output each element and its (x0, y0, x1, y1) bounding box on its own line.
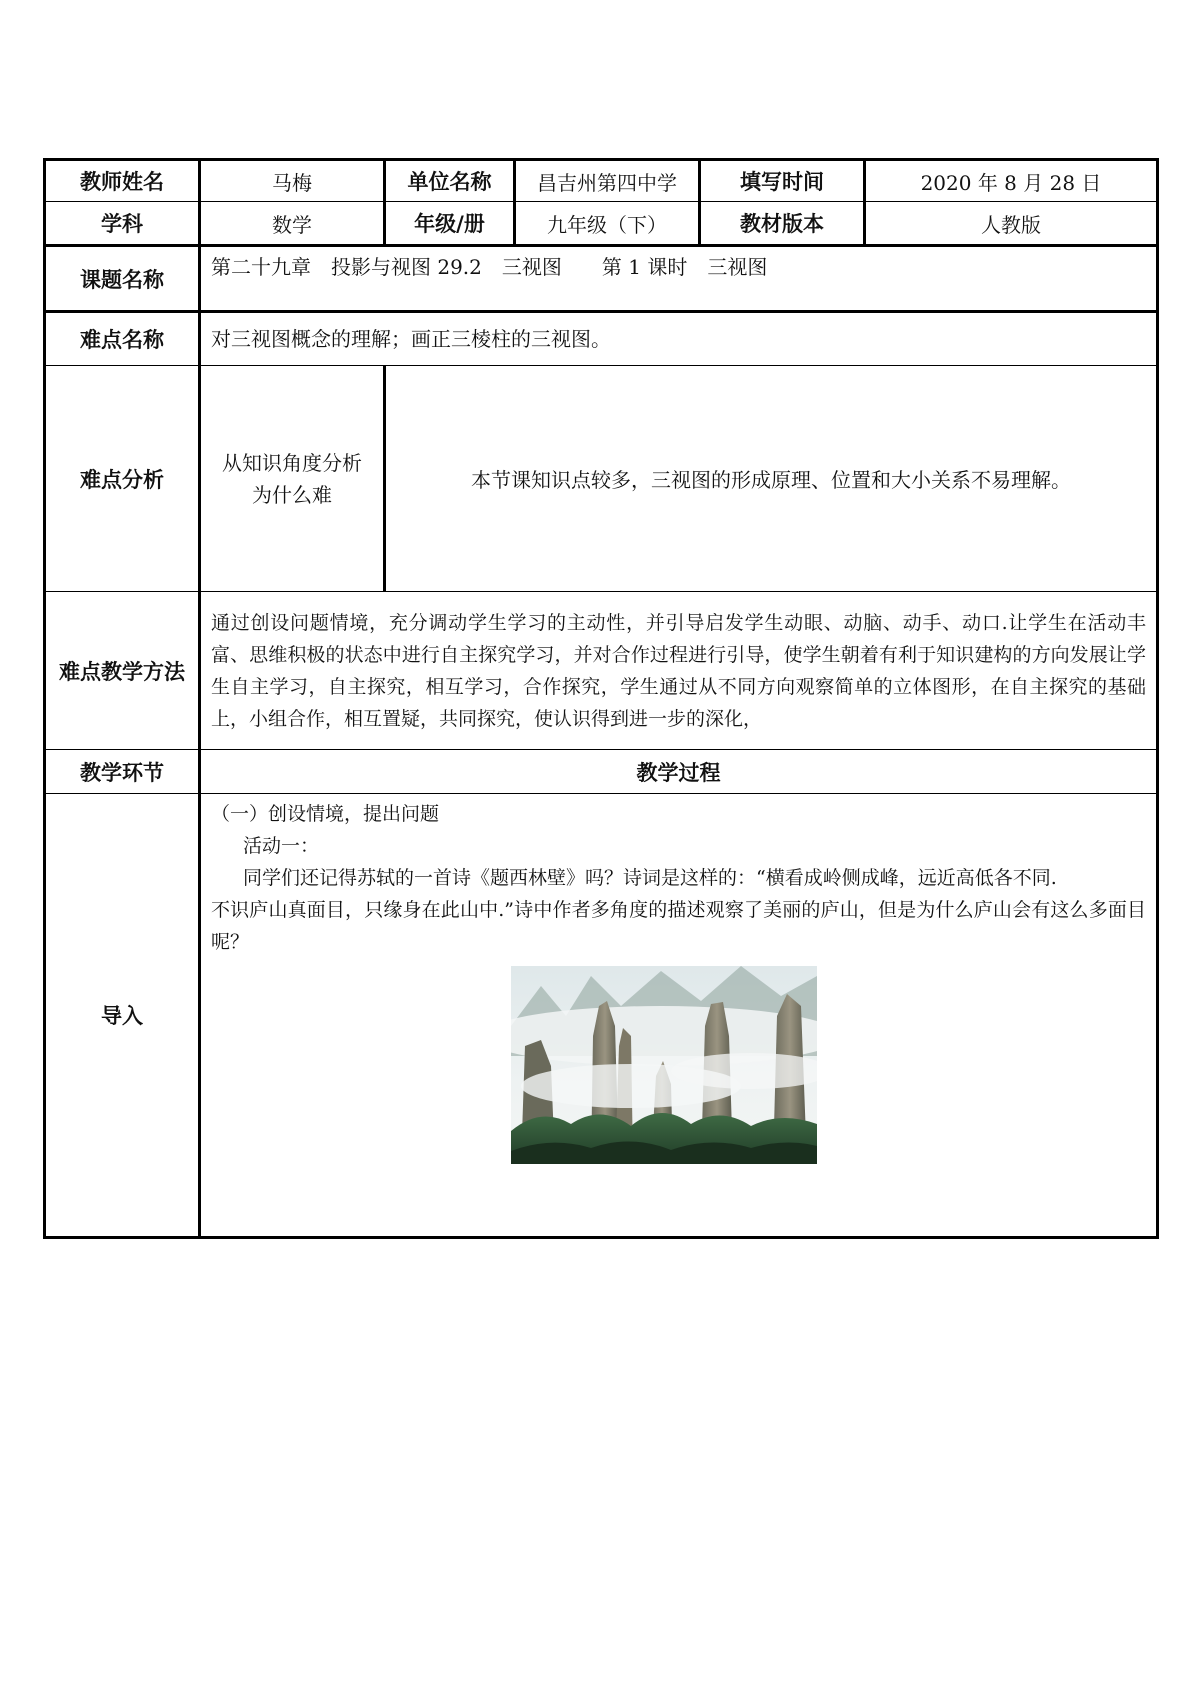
unit-label: 单位名称 (385, 160, 515, 202)
intro-content (200, 794, 1158, 1238)
lesson-plan-table (43, 158, 1159, 1239)
stage-label: 教学环节 (45, 750, 200, 794)
intro-row (45, 794, 1158, 1238)
process-label: 教学过程 (200, 750, 1158, 794)
method-label: 难点教学方法 (45, 592, 200, 750)
intro-label: 导入 (45, 794, 200, 1238)
date-label: 填写时间 (700, 160, 865, 202)
topic-row (45, 246, 1158, 312)
intro-line-4: 不识庐山真面目，只缘身在此山中.”诗中作者多角度的描述观察了美丽的庐山，但是为什么庐山会有这么多面目呢？ (211, 899, 1146, 953)
edition-value: 人教版 (865, 202, 1158, 246)
process-header-row (45, 750, 1158, 794)
date-value: 2020 年 8 月 28 日 (865, 160, 1158, 202)
method-row (45, 592, 1158, 750)
analysis-label: 难点分析 (45, 366, 200, 592)
analysis-sub-label: 从知识角度分析为什么难 (200, 366, 385, 592)
intro-line-1: （一）创设情境，提出问题 (211, 803, 440, 825)
analysis-value: 本节课知识点较多，三视图的形成原理、位置和大小关系不易理解。 (385, 366, 1158, 592)
difficulty-row (45, 312, 1158, 366)
grade-value: 九年级（下） (515, 202, 700, 246)
teacher-value: 马梅 (200, 160, 385, 202)
teacher-label: 教师姓名 (45, 160, 200, 202)
edition-label: 教材版本 (700, 202, 865, 246)
difficulty-label: 难点名称 (45, 312, 200, 366)
topic-value: 第二十九章 投影与视图 29.2 三视图 第 1 课时 三视图 (200, 246, 1158, 312)
analysis-row (45, 366, 1158, 592)
header-row-1 (45, 160, 1158, 202)
subject-label: 学科 (45, 202, 200, 246)
difficulty-value: 对三视图概念的理解；画正三棱柱的三视图。 (200, 312, 1158, 366)
intro-line-3: 同学们还记得苏轼的一首诗《题西林壁》吗？诗词是这样的：“横看成岭侧成峰，远近高低各不同. (243, 867, 1057, 889)
topic-label: 课题名称 (45, 246, 200, 312)
unit-value: 昌吉州第四中学 (515, 160, 700, 202)
method-value: 通过创设问题情境，充分调动学生学习的主动性，并引导启发学生动眼、动脑、动手、动口.让学生在活动丰富、思维积极的状态中进行自主探究学习，并对合作过程进行引导，使学生朝着有利于知识建构的方向发展让学生自主学习，自主探究，相互学习，合作探究，学生通过从不同方向观察简单的立体图形，在自主探究的基础上，小组合作，相互置疑，共同探究，使认识得到进一步的深化， (211, 611, 1146, 730)
lesson-plan-sheet (43, 158, 1156, 1239)
intro-line-2: 活动一： (243, 835, 320, 857)
mountain-photo (511, 966, 817, 1164)
header-row-2 (45, 202, 1158, 246)
method-value-cell (200, 592, 1158, 750)
grade-label: 年级/册 (385, 202, 515, 246)
subject-value: 数学 (200, 202, 385, 246)
